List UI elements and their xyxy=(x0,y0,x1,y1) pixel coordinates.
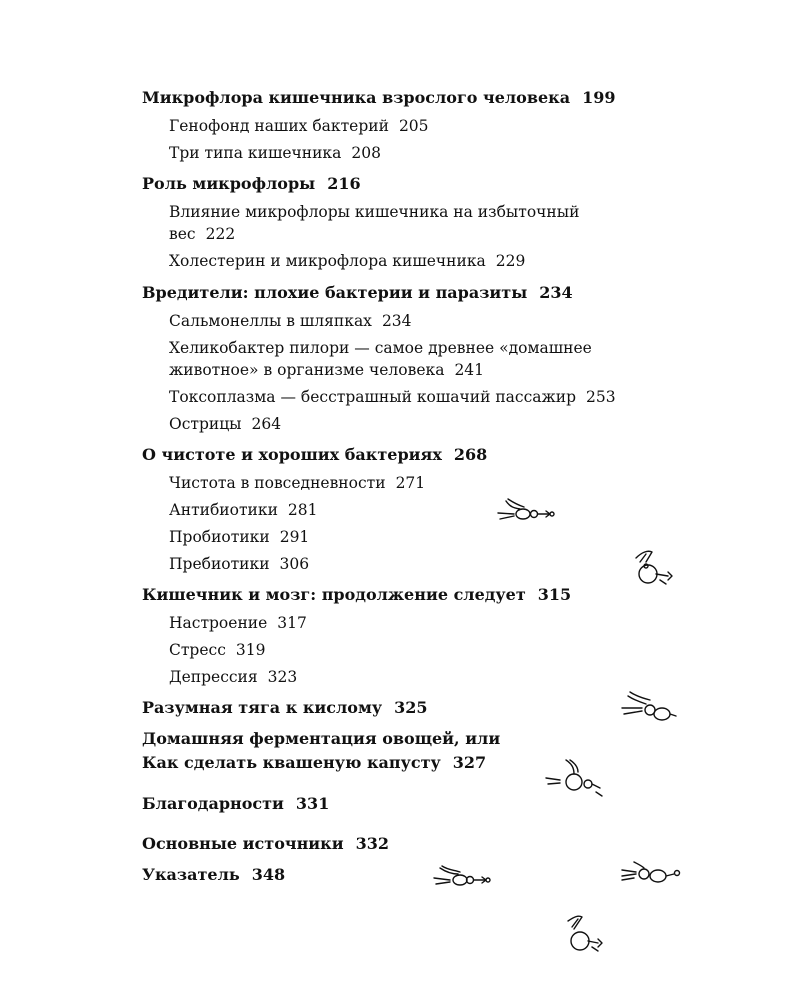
toc-subsection[interactable] xyxy=(142,201,609,245)
toc-chapter[interactable] xyxy=(142,443,642,467)
subsection-title-line1: Хеликобактер пилори — самое древнее «домашнее xyxy=(169,339,592,357)
subsection-title: Сальмонеллы в шляпках xyxy=(169,312,372,330)
chapter-title: Микрофлора кишечника взрослого человека xyxy=(142,88,571,107)
subsection-title: Токсоплазма — бесстрашный кошачий пассажир xyxy=(169,388,577,406)
chapter-page: 234 xyxy=(539,283,573,302)
toc-subsection[interactable] xyxy=(142,499,642,521)
flying-figure-icon xyxy=(554,913,616,955)
toc-chapter[interactable] xyxy=(142,172,642,196)
subsection-page: 234 xyxy=(381,312,412,330)
subsection-title: Три типа кишечника xyxy=(169,144,342,162)
toc-subsection[interactable] xyxy=(142,639,642,661)
chapter-title-line2: Как сделать квашеную капусту xyxy=(142,753,441,772)
toc-subsection[interactable] xyxy=(142,142,642,164)
subsection-page: 229 xyxy=(495,252,526,270)
toc-subsection[interactable] xyxy=(142,666,642,688)
subsection-page: 319 xyxy=(235,641,266,659)
subsection-page: 306 xyxy=(279,555,310,573)
subsection-title: Стресс xyxy=(169,641,226,659)
toc-subsection[interactable] xyxy=(142,310,642,332)
flying-figure-icon xyxy=(620,858,682,888)
flying-figure-icon xyxy=(544,758,606,800)
toc-subsection[interactable] xyxy=(142,612,642,634)
flying-figure-icon xyxy=(620,686,682,728)
subsection-title-line1: Влияние микрофлоры кишечника на избыточный xyxy=(169,203,580,221)
flying-figure-icon xyxy=(432,864,494,894)
toc-chapter[interactable] xyxy=(142,832,642,856)
chapter-page: 332 xyxy=(355,834,389,853)
subsection-title-line2: животное» в организме человека xyxy=(169,361,445,379)
subsection-page: 264 xyxy=(251,415,282,433)
chapter-page: 216 xyxy=(327,174,361,193)
subsection-title: Депрессия xyxy=(169,668,258,686)
chapter-title: Кишечник и мозг: продолжение следует xyxy=(142,585,526,604)
subsection-title: Генофонд наших бактерий xyxy=(169,117,389,135)
subsection-title-line2: вес xyxy=(169,225,196,243)
flying-figure-icon xyxy=(496,497,558,527)
subsection-page: 222 xyxy=(205,225,236,243)
subsection-page: 241 xyxy=(454,361,485,379)
chapter-page: 315 xyxy=(537,585,572,604)
chapter-title-line1: Домашняя ферментация овощей, или xyxy=(142,729,501,748)
subsection-title: Холестерин и микрофлора кишечника xyxy=(169,252,486,270)
subsection-page: 281 xyxy=(287,501,318,519)
subsection-page: 323 xyxy=(267,668,298,686)
chapter-page: 199 xyxy=(582,88,616,107)
toc-chapter[interactable] xyxy=(142,86,642,110)
chapter-title: Указатель xyxy=(142,865,240,884)
chapter-page: 325 xyxy=(394,698,428,717)
toc-subsection[interactable] xyxy=(142,472,642,494)
subsection-title: Чистота в повседневности xyxy=(169,474,386,492)
toc-chapter[interactable] xyxy=(142,583,642,607)
chapter-page: 327 xyxy=(452,753,487,772)
toc-chapter[interactable] xyxy=(142,696,642,720)
toc-subsection[interactable] xyxy=(142,250,642,272)
chapter-title: Разумная тяга к кислому xyxy=(142,698,383,717)
subsection-page: 271 xyxy=(395,474,426,492)
chapter-title: Вредители: плохие бактерии и паразиты xyxy=(142,283,528,302)
toc-subsection[interactable] xyxy=(142,526,642,548)
toc-subsection[interactable] xyxy=(142,386,642,408)
chapter-title: Благодарности xyxy=(142,794,284,813)
toc-subsection[interactable] xyxy=(142,553,642,575)
subsection-title: Острицы xyxy=(169,415,242,433)
toc-chapter[interactable] xyxy=(142,863,642,887)
chapter-title: О чистоте и хороших бактериях xyxy=(142,445,442,464)
chapter-title: Основные источники xyxy=(142,834,344,853)
chapter-page: 268 xyxy=(453,445,488,464)
subsection-page: 205 xyxy=(398,117,429,135)
toc-chapter[interactable] xyxy=(142,281,642,305)
subsection-title: Настроение xyxy=(169,614,268,632)
toc-subsection[interactable] xyxy=(142,413,642,435)
subsection-title: Антибиотики xyxy=(169,501,278,519)
subsection-page: 291 xyxy=(279,528,310,546)
subsection-title: Пробиотики xyxy=(169,528,270,546)
chapter-title: Роль микрофлоры xyxy=(142,174,316,193)
chapter-page: 348 xyxy=(251,865,286,884)
flying-figure-icon xyxy=(616,548,678,590)
subsection-page: 208 xyxy=(351,144,381,162)
subsection-title: Пребиотики xyxy=(169,555,270,573)
subsection-page: 253 xyxy=(586,388,616,406)
toc-subsection[interactable] xyxy=(142,337,609,381)
chapter-page: 331 xyxy=(295,794,330,813)
toc-subsection[interactable] xyxy=(142,115,642,137)
subsection-page: 317 xyxy=(277,614,307,632)
